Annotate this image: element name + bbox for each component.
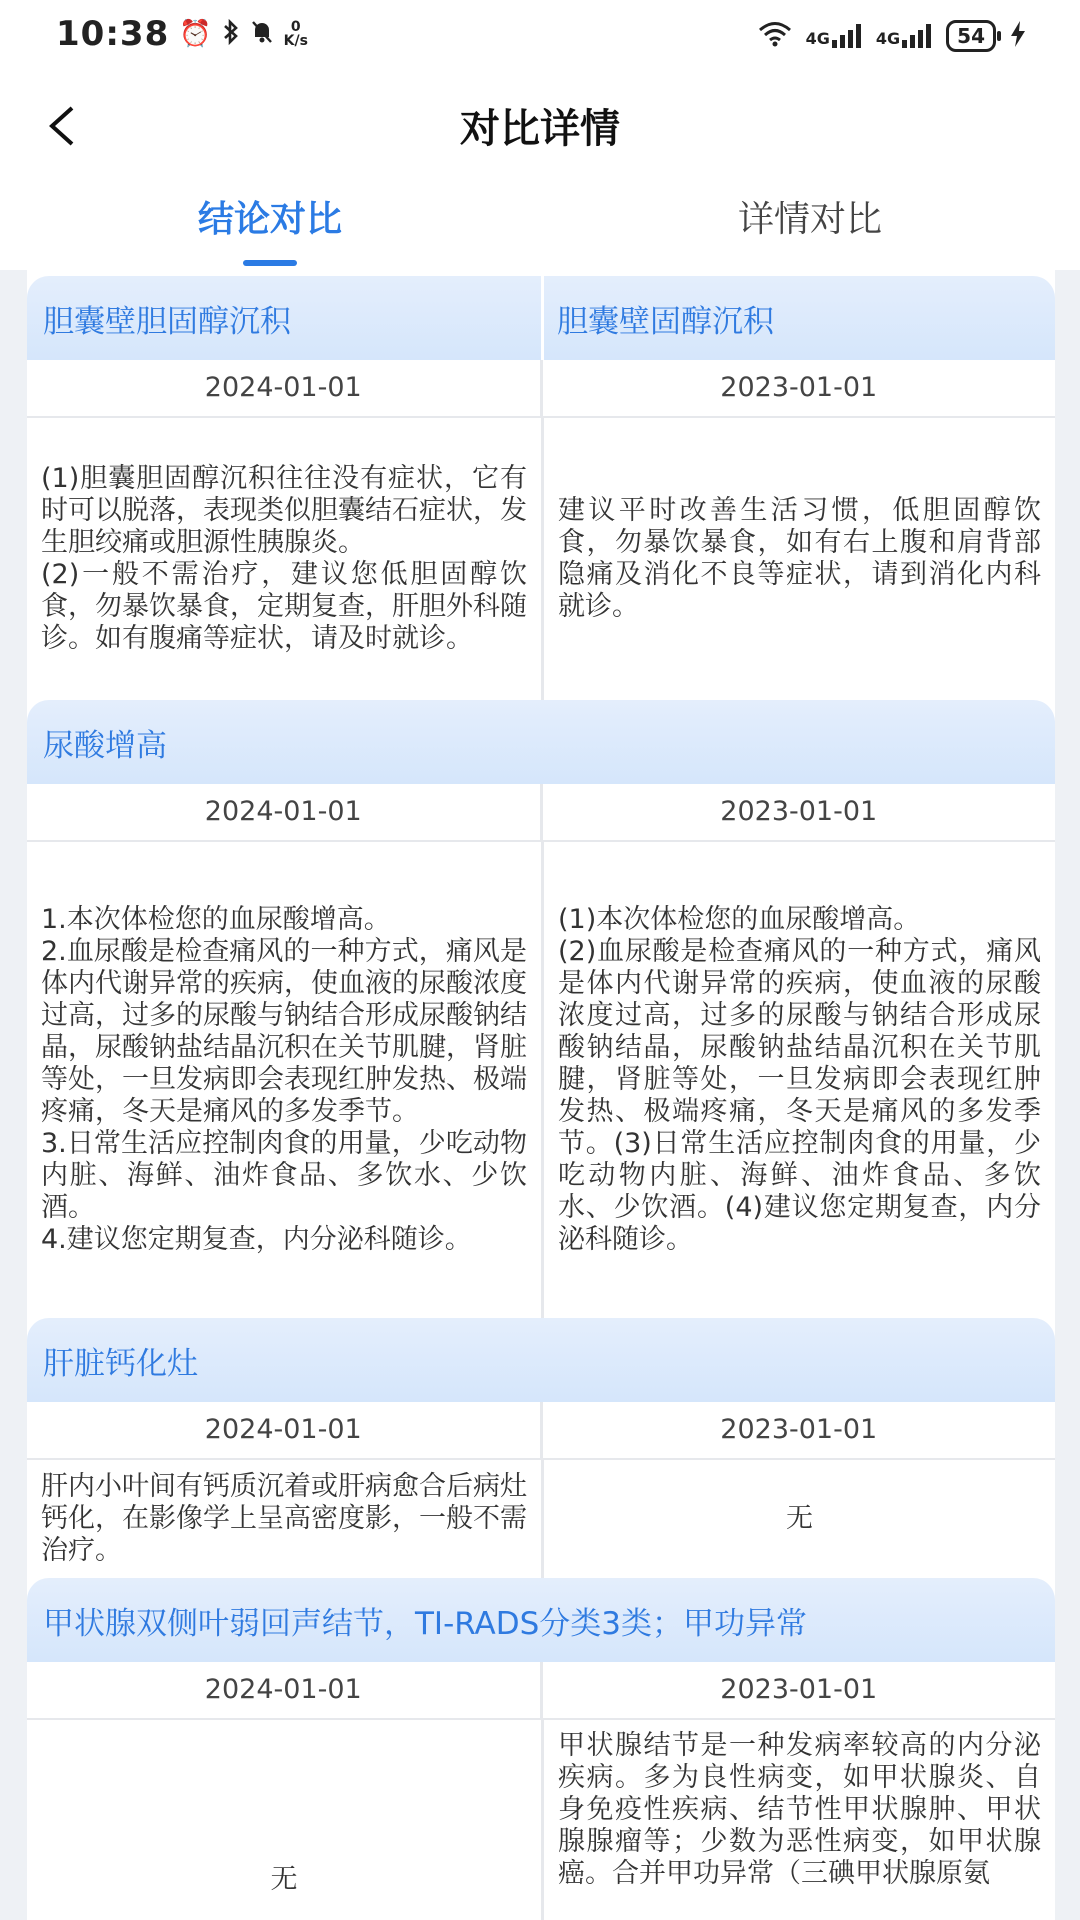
wifi-icon [758,21,792,51]
comparison-section [27,270,1055,700]
section-header [27,1578,1055,1662]
mute-bell-icon [250,19,274,50]
tab-detail-compare[interactable]: 详情对比 [737,199,882,240]
active-tab-indicator [243,260,297,266]
advice-row [27,1460,1055,1578]
page-title: 对比详情 [460,105,620,152]
back-button[interactable] [40,102,88,150]
signal-bars-icon [902,24,932,48]
left-advice-text: (1)胆囊胆固醇沉积往往没有症状，它有时可以脱落，表现类似胆囊结石症状，发生胆绞痛或胆源性胰腺炎。 (2)一般不需治疗，建议您低胆固醇饮食，勿暴饮暴食，定期复查，肝胆外科随诊。如有腹痛等症状，请及时就诊。 [41,463,527,654]
right-date: 2023-01-01 [540,1402,1056,1458]
bluetooth-icon [222,19,240,50]
section-title: 甲状腺双侧叶弱回声结节，TI-RADS分类3类；甲功异常 [43,1605,808,1642]
date-row [27,784,1055,842]
left-advice-text: 肝内小叶间有钙质沉着或肝病愈合后病灶钙化，在影像学上呈高密度影，一般不需治疗。 [41,1471,527,1566]
section-title: 尿酸增高 [43,727,167,764]
section-header [27,276,1055,360]
section-header [27,1318,1055,1402]
section-title: 肝脏钙化灶 [43,1345,198,1382]
comparison-panel [27,270,1055,1920]
date-row [27,1402,1055,1460]
left-advice-text: 1.本次体检您的血尿酸增高。 2.血尿酸是检查痛风的一种方式，痛风是体内代谢异常的疾病，使血液的尿酸浓度过高，过多的尿酸与钠结合形成尿酸钠结晶，尿酸钠盐结晶沉积在关节肌腱，肾脏等处，一旦发病即会表现红肿发热、极端疼痛，冬天是痛风的多发季节。 3.日常生活应控制肉食的用量，少吃动物内脏、海鲜、油炸食品、多饮水、少饮酒。 4.建议您定期复查，内分泌科随诊。 [41,904,527,1255]
alarm-icon: ⏰ [179,19,212,49]
comparison-list[interactable] [0,270,1080,1920]
comparison-section [27,1318,1055,1578]
left-date: 2024-01-01 [204,1674,362,1705]
signal-1: 4G [806,24,862,48]
right-date: 2023-01-01 [540,360,1056,416]
comparison-section [27,1578,1055,1920]
chevron-left-icon [40,102,88,150]
right-advice-text: 无 [541,1460,1055,1578]
left-advice-text: 无 [270,1864,298,1895]
advice-row [27,1720,1055,1920]
status-bar [0,0,1080,72]
advice-row [27,842,1055,1318]
date-row [27,1662,1055,1720]
left-date: 2024-01-01 [204,372,362,403]
charging-icon [1010,21,1026,51]
tab-bar [0,190,1080,270]
date-row [27,360,1055,418]
left-date: 2024-01-01 [204,1414,362,1445]
top-app-bar [0,80,1080,170]
section-title-left: 胆囊壁胆固醇沉积 [43,303,291,340]
tab-conclusion-compare[interactable]: 结论对比 [197,199,342,240]
signal-2: 4G [876,24,932,48]
section-title-right: 胆囊壁固醇沉积 [557,303,774,340]
battery-indicator: 54 [946,20,996,52]
right-advice-text: 甲状腺结节是一种发病率较高的内分泌疾病。多为良性病变，如甲状腺炎、自身免疫性疾病、结节性甲状腺肿、甲状腺腺瘤等；少数为恶性病变，如甲状腺癌。合并甲功异常（三碘甲状腺原氨 [541,1720,1055,1920]
right-date: 2023-01-01 [540,784,1056,840]
network-speed: 0 K/s [283,19,308,49]
section-header [27,700,1055,784]
signal-bars-icon [832,24,862,48]
left-date: 2024-01-01 [204,796,362,827]
clock-time: 10:38 [56,14,170,54]
right-advice-text: 建议平时改善生活习惯，低胆固醇饮食，勿暴饮暴食，如有右上腹和肩背部隐痛及消化不良等症状，请到消化内科就诊。 [541,418,1055,700]
advice-row [27,418,1055,700]
right-advice-text: (1)本次体检您的血尿酸增高。 (2)血尿酸是检查痛风的一种方式，痛风是体内代谢异常的疾病，使血液的尿酸浓度过高，过多的尿酸与钠结合形成尿酸钠结晶，尿酸钠盐结晶沉积在关节肌腱，肾脏等处，一旦发病即会表现红肿发热、极端疼痛，冬天是痛风的多发季节。(3)日常生活应控制肉食的用量，少吃动物内脏、海鲜、油炸食品、多饮水、少饮酒。(4)建议您定期复查，内分泌科随诊。 [541,842,1055,1318]
right-date: 2023-01-01 [540,1662,1056,1718]
comparison-section [27,700,1055,1318]
